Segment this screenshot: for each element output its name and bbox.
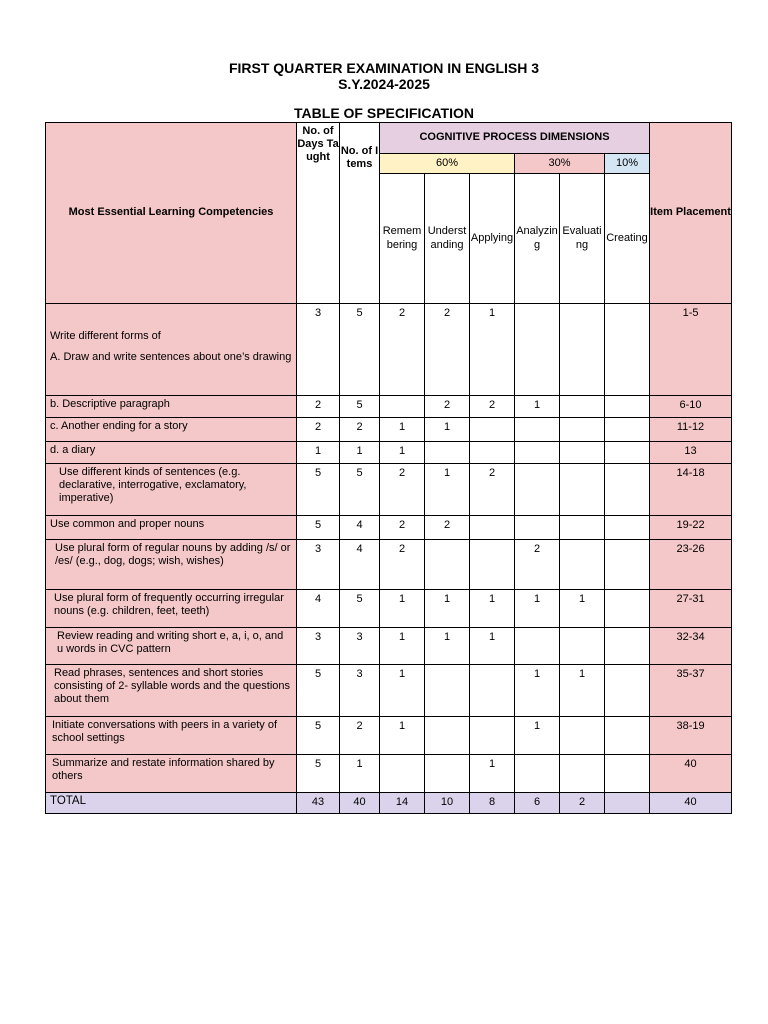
applying-cell: 1 (470, 590, 515, 628)
understanding-cell (425, 755, 470, 793)
header-pct-10: 10% (605, 154, 650, 174)
applying-cell: 1 (470, 755, 515, 793)
table-row (46, 464, 732, 516)
table-row (46, 590, 732, 628)
days-cell: 5 (297, 516, 340, 540)
total-creating (605, 793, 650, 814)
header-item-placement: Item Placement (650, 123, 732, 304)
items-cell: 2 (340, 418, 380, 442)
creating-cell (605, 442, 650, 464)
creating-cell (605, 717, 650, 755)
competency-cell: c. Another ending for a story (46, 418, 297, 442)
analyzing-cell (515, 628, 560, 665)
creating-cell (605, 665, 650, 717)
header-pct-30: 30% (515, 154, 605, 174)
total-understanding: 10 (425, 793, 470, 814)
remembering-cell: 1 (380, 717, 425, 755)
days-cell: 3 (297, 628, 340, 665)
competency-cell: b. Descriptive paragraph (46, 396, 297, 418)
understanding-cell: 1 (425, 628, 470, 665)
analyzing-cell (515, 755, 560, 793)
school-year: S.Y.2024-2025 (338, 76, 430, 92)
analyzing-cell: 1 (515, 396, 560, 418)
table-row (46, 540, 732, 590)
remembering-cell: 1 (380, 665, 425, 717)
applying-cell: 1 (470, 304, 515, 396)
remembering-cell: 1 (380, 590, 425, 628)
understanding-cell (425, 665, 470, 717)
items-cell: 5 (340, 590, 380, 628)
applying-cell: 2 (470, 396, 515, 418)
evaluating-cell: 1 (560, 590, 605, 628)
items-cell: 5 (340, 396, 380, 418)
days-cell: 4 (297, 590, 340, 628)
understanding-cell (425, 540, 470, 590)
applying-cell (470, 418, 515, 442)
items-cell: 3 (340, 665, 380, 717)
header-evaluating: Evaluating (560, 174, 605, 304)
remembering-cell: 2 (380, 540, 425, 590)
items-cell: 4 (340, 540, 380, 590)
competency-cell: Use plural form of regular nouns by adding /s/ or /es/ (e.g., dog, dogs; wish, wishes) (46, 540, 297, 590)
items-cell: 2 (340, 717, 380, 755)
days-cell: 2 (297, 418, 340, 442)
understanding-cell: 1 (425, 464, 470, 516)
evaluating-cell (560, 396, 605, 418)
placement-cell: 38-19 (650, 717, 732, 755)
creating-cell (605, 755, 650, 793)
remembering-cell (380, 755, 425, 793)
table-title: TABLE OF SPECIFICATION (294, 105, 474, 121)
competency-cell (46, 304, 297, 396)
total-remembering: 14 (380, 793, 425, 814)
table-row (46, 717, 732, 755)
analyzing-cell (515, 516, 560, 540)
competency-text: Write different forms of (50, 330, 161, 342)
total-label: TOTAL (46, 793, 297, 814)
creating-cell (605, 304, 650, 396)
table-row (46, 516, 732, 540)
days-cell: 3 (297, 304, 340, 396)
understanding-cell: 2 (425, 396, 470, 418)
table-row (46, 442, 732, 464)
placement-cell: 19-22 (650, 516, 732, 540)
placement-cell: 27-31 (650, 590, 732, 628)
header-competencies: Most Essential Learning Competencies (46, 123, 297, 304)
analyzing-cell: 1 (515, 717, 560, 755)
remembering-cell: 1 (380, 628, 425, 665)
evaluating-cell: 1 (560, 665, 605, 717)
competency-text: A. Draw and write sentences about one’s drawing (50, 351, 292, 364)
days-cell: 5 (297, 464, 340, 516)
analyzing-cell: 1 (515, 590, 560, 628)
table-row (46, 755, 732, 793)
header-pct-60: 60% (380, 154, 515, 174)
total-placement: 40 (650, 793, 732, 814)
total-row (46, 793, 732, 814)
items-cell: 4 (340, 516, 380, 540)
understanding-cell: 1 (425, 418, 470, 442)
competency-cell: d. a diary (46, 442, 297, 464)
header-understanding: Understanding (425, 174, 470, 304)
placement-cell: 35-37 (650, 665, 732, 717)
applying-cell (470, 717, 515, 755)
analyzing-cell: 1 (515, 665, 560, 717)
evaluating-cell (560, 755, 605, 793)
days-cell: 5 (297, 665, 340, 717)
creating-cell (605, 628, 650, 665)
remembering-cell: 2 (380, 304, 425, 396)
understanding-cell (425, 442, 470, 464)
placement-cell: 23-26 (650, 540, 732, 590)
competency-cell: Read phrases, sentences and short stories consisting of 2- syllable words and the questions about them (46, 665, 297, 717)
applying-cell (470, 516, 515, 540)
placement-cell: 1-5 (650, 304, 732, 396)
exam-title: FIRST QUARTER EXAMINATION IN ENGLISH 3 (228, 60, 540, 76)
total-days: 43 (297, 793, 340, 814)
days-cell: 2 (297, 396, 340, 418)
creating-cell (605, 516, 650, 540)
creating-cell (605, 590, 650, 628)
total-applying: 8 (470, 793, 515, 814)
days-cell: 5 (297, 717, 340, 755)
total-items: 40 (340, 793, 380, 814)
placement-cell: 6-10 (650, 396, 732, 418)
header-remembering: Remembering (380, 174, 425, 304)
days-cell: 5 (297, 755, 340, 793)
remembering-cell (380, 396, 425, 418)
evaluating-cell (560, 628, 605, 665)
table-row (46, 628, 732, 665)
items-cell: 5 (340, 304, 380, 396)
competency-cell: Use different kinds of sentences (e.g. declarative, interrogative, exclamatory, imperative) (46, 464, 297, 516)
items-cell: 1 (340, 755, 380, 793)
competency-cell: Review reading and writing short e, a, i, o, and u words in CVC pattern (46, 628, 297, 665)
placement-cell: 11-12 (650, 418, 732, 442)
evaluating-cell (560, 717, 605, 755)
evaluating-cell (560, 418, 605, 442)
evaluating-cell (560, 304, 605, 396)
placement-cell: 13 (650, 442, 732, 464)
placement-cell: 32-34 (650, 628, 732, 665)
applying-cell (470, 540, 515, 590)
header-creating: Creating (605, 174, 650, 304)
items-cell: 3 (340, 628, 380, 665)
table-row (46, 665, 732, 717)
remembering-cell: 1 (380, 418, 425, 442)
total-evaluating: 2 (560, 793, 605, 814)
applying-cell (470, 665, 515, 717)
table-row (46, 304, 732, 396)
analyzing-cell (515, 304, 560, 396)
placement-cell: 40 (650, 755, 732, 793)
creating-cell (605, 396, 650, 418)
competency-cell: Use common and proper nouns (46, 516, 297, 540)
competency-cell: Summarize and restate information shared by others (46, 755, 297, 793)
remembering-cell: 2 (380, 464, 425, 516)
applying-cell: 2 (470, 464, 515, 516)
total-analyzing: 6 (515, 793, 560, 814)
header-days-taught: No. of Days Taught (297, 123, 340, 304)
remembering-cell: 1 (380, 442, 425, 464)
table-row (46, 418, 732, 442)
analyzing-cell (515, 442, 560, 464)
understanding-cell (425, 717, 470, 755)
understanding-cell: 2 (425, 304, 470, 396)
evaluating-cell (560, 464, 605, 516)
header-applying: Applying (470, 174, 515, 304)
competency-cell: Use plural form of frequently occurring irregular nouns (e.g. children, feet, teeth) (46, 590, 297, 628)
understanding-cell: 2 (425, 516, 470, 540)
analyzing-cell: 2 (515, 540, 560, 590)
days-cell: 1 (297, 442, 340, 464)
evaluating-cell (560, 516, 605, 540)
items-cell: 5 (340, 464, 380, 516)
header-cognitive-dimensions: COGNITIVE PROCESS DIMENSIONS (380, 123, 650, 154)
header-no-of-items: No. of Items (340, 123, 380, 304)
applying-cell: 1 (470, 628, 515, 665)
header-analyzing: Analyzing (515, 174, 560, 304)
competency-cell: Initiate conversations with peers in a variety of school settings (46, 717, 297, 755)
days-cell: 3 (297, 540, 340, 590)
understanding-cell: 1 (425, 590, 470, 628)
evaluating-cell (560, 540, 605, 590)
items-cell: 1 (340, 442, 380, 464)
creating-cell (605, 418, 650, 442)
analyzing-cell (515, 464, 560, 516)
creating-cell (605, 540, 650, 590)
remembering-cell: 2 (380, 516, 425, 540)
applying-cell (470, 442, 515, 464)
table-row (46, 396, 732, 418)
specification-table (45, 122, 732, 814)
evaluating-cell (560, 442, 605, 464)
placement-cell: 14-18 (650, 464, 732, 516)
analyzing-cell (515, 418, 560, 442)
creating-cell (605, 464, 650, 516)
